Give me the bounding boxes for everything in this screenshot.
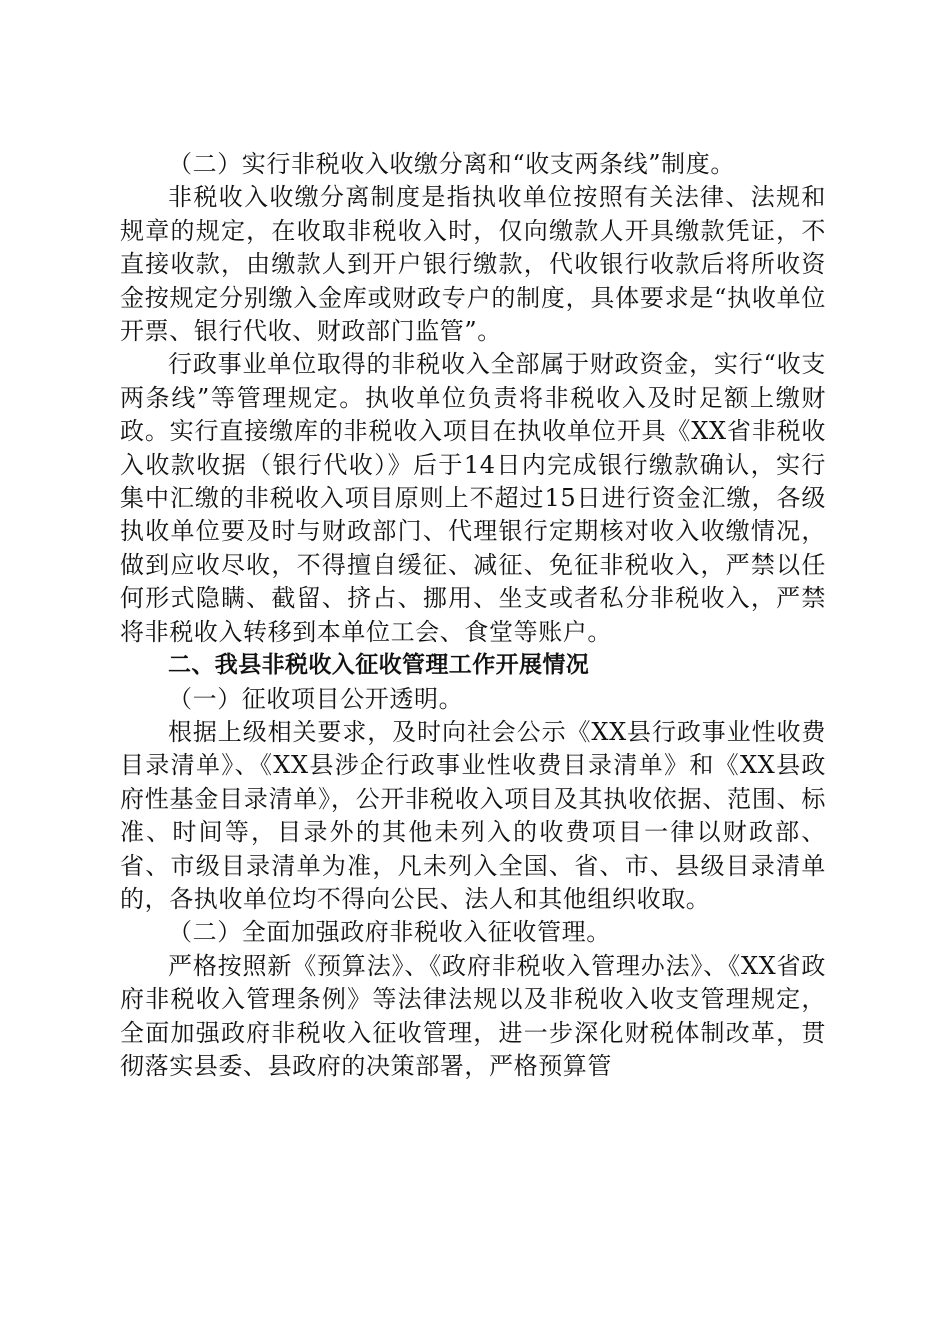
paragraph-strengthen-management: 严格按照新《预算法》、《政府非税收入管理办法》、《XX省政府非税收入管理条例》等法律法规以及非税收入收支管理规定，全面加强政府非税收入征收管理，进一步深化财税体制改革，贯彻落实县委、县政府的决策部署，严格预算管: [120, 951, 826, 1080]
section-heading-county-work: 二、我县非税收入征收管理工作开展情况: [168, 652, 590, 679]
subheading-strengthen-management: （二）全面加强政府非税收入征收管理。: [168, 918, 611, 947]
paragraph-separation-definition: 非税收入收缴分离制度是指执收单位按照有关法律、法规和规章的规定，在收取非税收入时，仅向缴款人开具缴款凭证，不直接收款，由缴款人到开户银行缴款，代收银行收款后将所收资金按规定分别缴入金库或财政专户的制度，具体要求是“执收单位开票、银行代收、财政部门监管”。: [120, 183, 826, 346]
subheading-implement-separation: （二）实行非税收入收缴分离和“收支两条线”制度。: [168, 150, 735, 178]
document-body: [120, 148, 826, 1083]
subheading-transparency: （一）征收项目公开透明。: [168, 684, 464, 713]
paragraph-transparency: 根据上级相关要求，及时向社会公示《XX县行政事业性收费目录清单》、《XX县涉企行政事业性收费目录清单》和《XX县政府性基金目录清单》，公开非税收入项目及其执收依据、范围、标准、时间等，目录外的其他未列入的收费项目一律以财政部、省、市级目录清单为准，凡未列入全国、省、市、县级目录清单的，各执收单位均不得向公民、法人和其他组织收取。: [120, 717, 826, 913]
paragraph-fiscal-funds: 行政事业单位取得的非税收入全部属于财政资金，实行“收支两条线”等管理规定。执收单位负责将非税收入及时足额上缴财政。实行直接缴库的非税收入项目在执收单位开具《XX省非税收入收款收据（银行代收）》后于14日内完成银行缴款确认，实行集中汇缴的非税收入项目原则上不超过15日进行资金汇缴，各级执收单位要及时与财政部门、代理银行定期核对收入收缴情况，做到应收尽收，不得擅自缓征、减征、免征非税收入，严禁以任何形式隐瞒、截留、挤占、挪用、坐支或者私分非税收入，严禁将非税收入转移到本单位工会、食堂等账户。: [120, 350, 826, 646]
